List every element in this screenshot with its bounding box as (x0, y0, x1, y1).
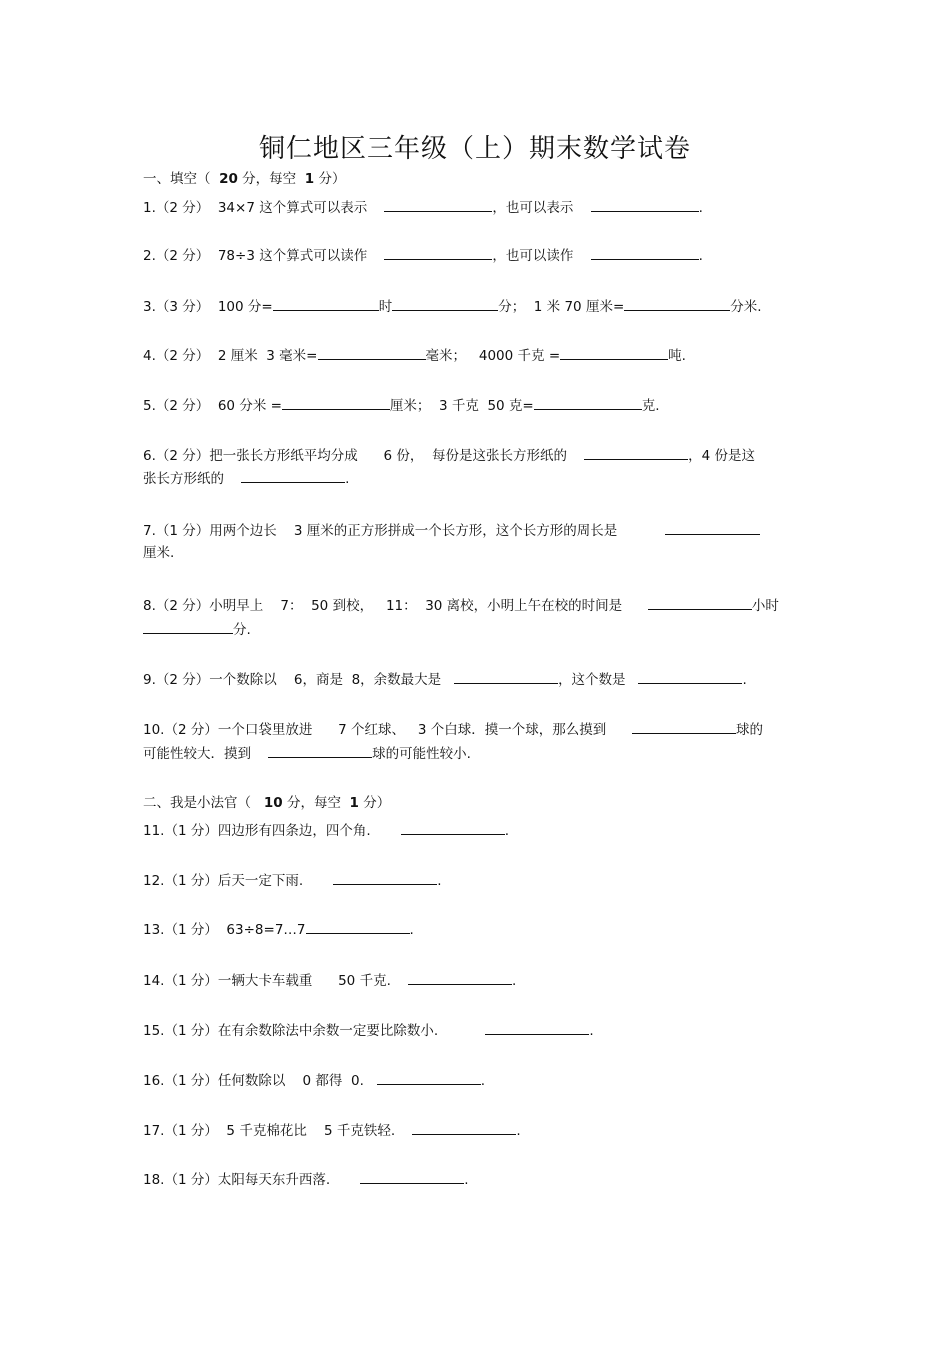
question-3: 3.（3 分） 100 分= 时 分； 1 米 70 厘米= 分米. (143, 299, 762, 315)
answer-blank[interactable] (534, 396, 642, 410)
question-18: 18.（1 分）太阳每天东升西落. . (143, 1172, 469, 1188)
question-13: 13.（1 分） 63÷8=7…7 . (143, 922, 414, 938)
answer-blank[interactable] (333, 871, 437, 885)
question-15: 15.（1 分）在有余数除法中余数一定要比除数小. . (143, 1023, 594, 1039)
section-1-heading: 一、填空（ 20 分，每空 1 分） (143, 171, 346, 187)
question-8-cont: 分. (143, 620, 251, 639)
question-12: 12.（1 分）后天一定下雨. . (143, 873, 442, 889)
answer-blank[interactable] (591, 198, 699, 212)
answer-blank[interactable] (143, 620, 233, 634)
answer-blank[interactable] (282, 396, 390, 410)
question-16: 16.（1 分）任何数除以 0 都得 0. . (143, 1073, 486, 1089)
question-6: 6.（2 分）把一张长方形纸平均分成 6 份， 每份是这张长方形纸的 ，4 份是这 (143, 448, 756, 464)
question-10-cont: 可能性较大．摸到 球的可能性较小. (143, 746, 471, 762)
section-2-heading: 二、我是小法官（ 10 分，每空 1 分） (143, 795, 391, 811)
answer-blank[interactable] (384, 198, 492, 212)
exam-title: 铜仁地区三年级（上）期末数学试卷 (258, 134, 691, 164)
answer-blank[interactable] (454, 670, 558, 684)
answer-blank[interactable] (306, 920, 410, 934)
answer-blank[interactable] (360, 1170, 464, 1184)
answer-blank[interactable] (485, 1021, 589, 1035)
answer-blank[interactable] (560, 346, 668, 360)
answer-blank[interactable] (401, 821, 505, 835)
question-7-cont: 厘米. (143, 545, 175, 561)
question-2: 2.（2 分） 78÷3 这个算式可以读作 ，也可以读作 . (143, 248, 703, 264)
question-11: 11.（1 分）四边形有四条边，四个角. . (143, 823, 509, 839)
answer-blank[interactable] (241, 469, 345, 483)
question-8: 8.（2 分）小明早上 7： 50 到校， 11： 30 离校，小明上午在校的时间是 小时 (143, 598, 779, 614)
answer-blank[interactable] (318, 346, 426, 360)
answer-blank[interactable] (408, 971, 512, 985)
question-14: 14.（1 分）一辆大卡车载重 50 千克. . (143, 973, 517, 989)
answer-blank[interactable] (665, 521, 760, 535)
question-6-cont: 张长方形纸的 . (143, 471, 350, 487)
answer-blank[interactable] (584, 446, 688, 460)
answer-blank[interactable] (268, 744, 372, 758)
question-7: 7.（1 分）用两个边长 3 厘米的正方形拼成一个长方形，这个长方形的周长是 (143, 521, 760, 540)
answer-blank[interactable] (384, 246, 492, 260)
answer-blank[interactable] (624, 297, 730, 311)
question-4: 4.（2 分） 2 厘米 3 毫米= 毫米； 4000 千克 = 吨. (143, 348, 686, 364)
question-10: 10.（2 分）一个口袋里放进 7 个红球、 3 个白球．摸一个球，那么摸到 球的 (143, 722, 763, 738)
question-5: 5.（2 分） 60 分米 = 厘米； 3 千克 50 克= 克. (143, 398, 660, 414)
question-1: 1.（2 分） 34×7 这个算式可以表示 ，也可以表示 . (143, 200, 703, 216)
answer-blank[interactable] (412, 1121, 516, 1135)
answer-blank[interactable] (632, 720, 736, 734)
answer-blank[interactable] (273, 297, 379, 311)
question-9: 9.（2 分）一个数除以 6，商是 8，余数最大是 ，这个数是 . (143, 672, 747, 688)
answer-blank[interactable] (377, 1071, 481, 1085)
question-17: 17.（1 分） 5 千克棉花比 5 千克铁轻. . (143, 1123, 521, 1139)
answer-blank[interactable] (648, 596, 752, 610)
answer-blank[interactable] (638, 670, 742, 684)
answer-blank[interactable] (591, 246, 699, 260)
answer-blank[interactable] (392, 297, 498, 311)
